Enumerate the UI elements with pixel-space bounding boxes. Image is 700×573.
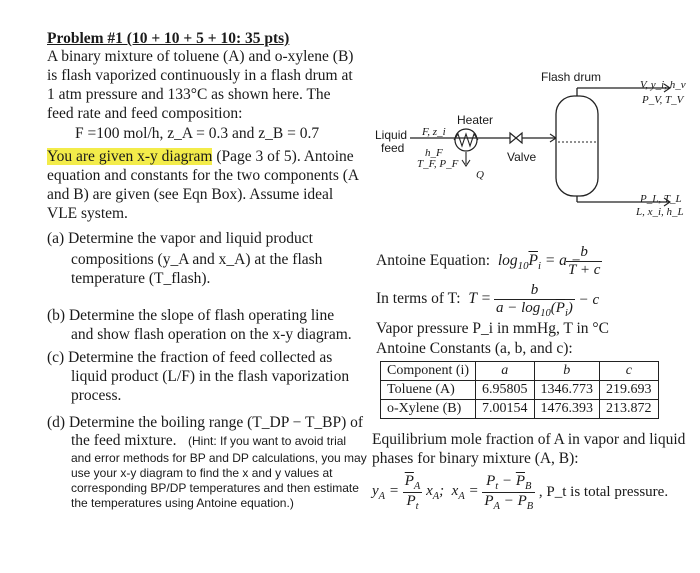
table-cell: 7.00154 — [476, 400, 535, 419]
liquid-feed-label: feed — [381, 141, 405, 155]
antoine-formula: $\log_{10}\overline{P}_i = a$ − — [493, 252, 582, 273]
table-header: a — [476, 362, 535, 381]
intro-line: VLE system. — [47, 205, 128, 222]
question-d-hint: the temperatures using Antoine equation.) — [71, 496, 294, 510]
table-header: b — [534, 362, 600, 381]
table-cell: 1346.773 — [534, 381, 600, 400]
table-cell: o-Xylene (B) — [381, 400, 476, 419]
intro-line: 1 atm pressure and 133°C as shown here. The — [47, 86, 331, 103]
heater-coil — [454, 134, 478, 146]
problem-title: Problem #1 (10 + 10 + 5 + 10: 35 pts) — [47, 30, 290, 47]
table-header-row — [381, 362, 659, 381]
valve-icon — [510, 133, 522, 143]
liquid-outlet-vars: L, x_i, h_L — [636, 206, 684, 218]
feed-line: F =100 mol/h, z_A = 0.3 and z_B = 0.7 — [75, 125, 320, 142]
question-a: compositions (y_A and x_A) at the flash — [71, 251, 323, 268]
intro-line: and B) are given (see Eqn Box). Assume ideal — [47, 186, 334, 203]
antoine-in-terms-of-t — [376, 290, 491, 308]
vapor-outlet-vars: V, y_i, h_v — [640, 79, 686, 91]
liquid-outlet-vars: P_L, T_L — [640, 193, 682, 205]
table-cell: Toluene (A) — [381, 381, 476, 400]
table-cell: 1476.393 — [534, 400, 600, 419]
antoine-constants-label: Antoine Constants (a, b, and c): — [376, 340, 573, 357]
equilibrium-note: phases for binary mixture (A, B): — [372, 450, 579, 467]
table-cell: 213.872 — [600, 400, 659, 419]
t-fraction: $\frac{b}{a - \log_{10}(\overline{P}_i)}$ − c — [496, 282, 600, 319]
equilibrium-note: Equilibrium mole fraction of A in vapor and liquid — [372, 431, 686, 448]
question-b: and show flash operation on the x-y diagram. — [71, 326, 352, 343]
table-row — [381, 400, 659, 419]
vapor-outlet-vars: P_V, T_V — [642, 94, 684, 106]
antoine-label: Antoine Equation: — [376, 252, 491, 269]
table-header: c — [600, 362, 659, 381]
flash-drum-icon — [556, 96, 598, 196]
given-line-rest: (Page 3 of 5). Antoine — [212, 148, 354, 165]
heat-duty-label: Q — [476, 169, 484, 181]
intro-line: feed rate and feed composition: — [47, 105, 243, 122]
heater-label: Heater — [457, 113, 494, 127]
question-d-hint: use your x-y diagram to find the x and y values at — [71, 466, 333, 480]
antoine-fraction: $\frac{b}{T + c}$ — [568, 244, 601, 278]
question-d: (d) Determine the boiling range (T_DP − T_BP) of — [47, 414, 364, 431]
table-cell: 219.693 — [600, 381, 659, 400]
question-b: (b) Determine the slope of flash operating line — [47, 307, 335, 324]
question-d-hint: corresponding BP/DP temperatures and then estimate — [71, 481, 359, 495]
question-d-hint: and error methods for BP and DP calculations, you may — [71, 451, 367, 465]
feed-temp-pressure: T_F, P_F — [417, 158, 459, 170]
antoine-constants-table — [380, 361, 659, 419]
question-d: the feed mixture. — [71, 432, 177, 449]
question-c: process. — [71, 387, 122, 404]
table-cell: 6.95805 — [476, 381, 535, 400]
in-terms-label: In terms of T: — [376, 290, 461, 307]
vapor-pressure-note: Vapor pressure P_i in mmHg, T in °C — [376, 320, 609, 337]
total-pressure-note: , P_t is total pressure. — [538, 484, 669, 500]
question-c: liquid product (L/F) in the flash vaporization — [71, 368, 350, 385]
question-a: temperature (T_flash). — [71, 270, 211, 287]
table-row — [381, 381, 659, 400]
question-a: (a) Determine the vapor and liquid product — [47, 230, 313, 247]
feed-enthalpy: h_F — [425, 147, 443, 159]
intro-line: A binary mixture of toluene (A) and o-xylene (B) — [47, 48, 354, 65]
intro-line: equation and constants for the two components (A — [47, 167, 360, 184]
antoine-equation — [376, 252, 581, 275]
question-c: (c) Determine the fraction of feed collected as — [47, 349, 333, 366]
intro-line: is flash vaporized continuously in a flash drum at — [47, 67, 353, 84]
liquid-feed-label: Liquid — [375, 128, 408, 142]
flash-drum-label: Flash drum — [541, 70, 602, 84]
valve-label: Valve — [507, 150, 537, 164]
highlighted-text: You are given x-y diagram — [47, 148, 213, 165]
t-equals: T = — [464, 290, 492, 307]
question-d-hint: (Hint: If you want to avoid trial — [188, 434, 347, 448]
feed-variables: F, z_i — [422, 126, 446, 138]
equilibrium-equation: $y_A$ = $\frac{\overline{P}_A}{P_t}$ $x_A$; $x_A$ = $\frac{P_t - \overline{P}_B}{\overline{P}_A - \overline{P}_B}$ , P_t is total pressure. — [372, 473, 669, 512]
given-line — [47, 148, 354, 166]
table-header: Component (i) — [381, 362, 476, 381]
